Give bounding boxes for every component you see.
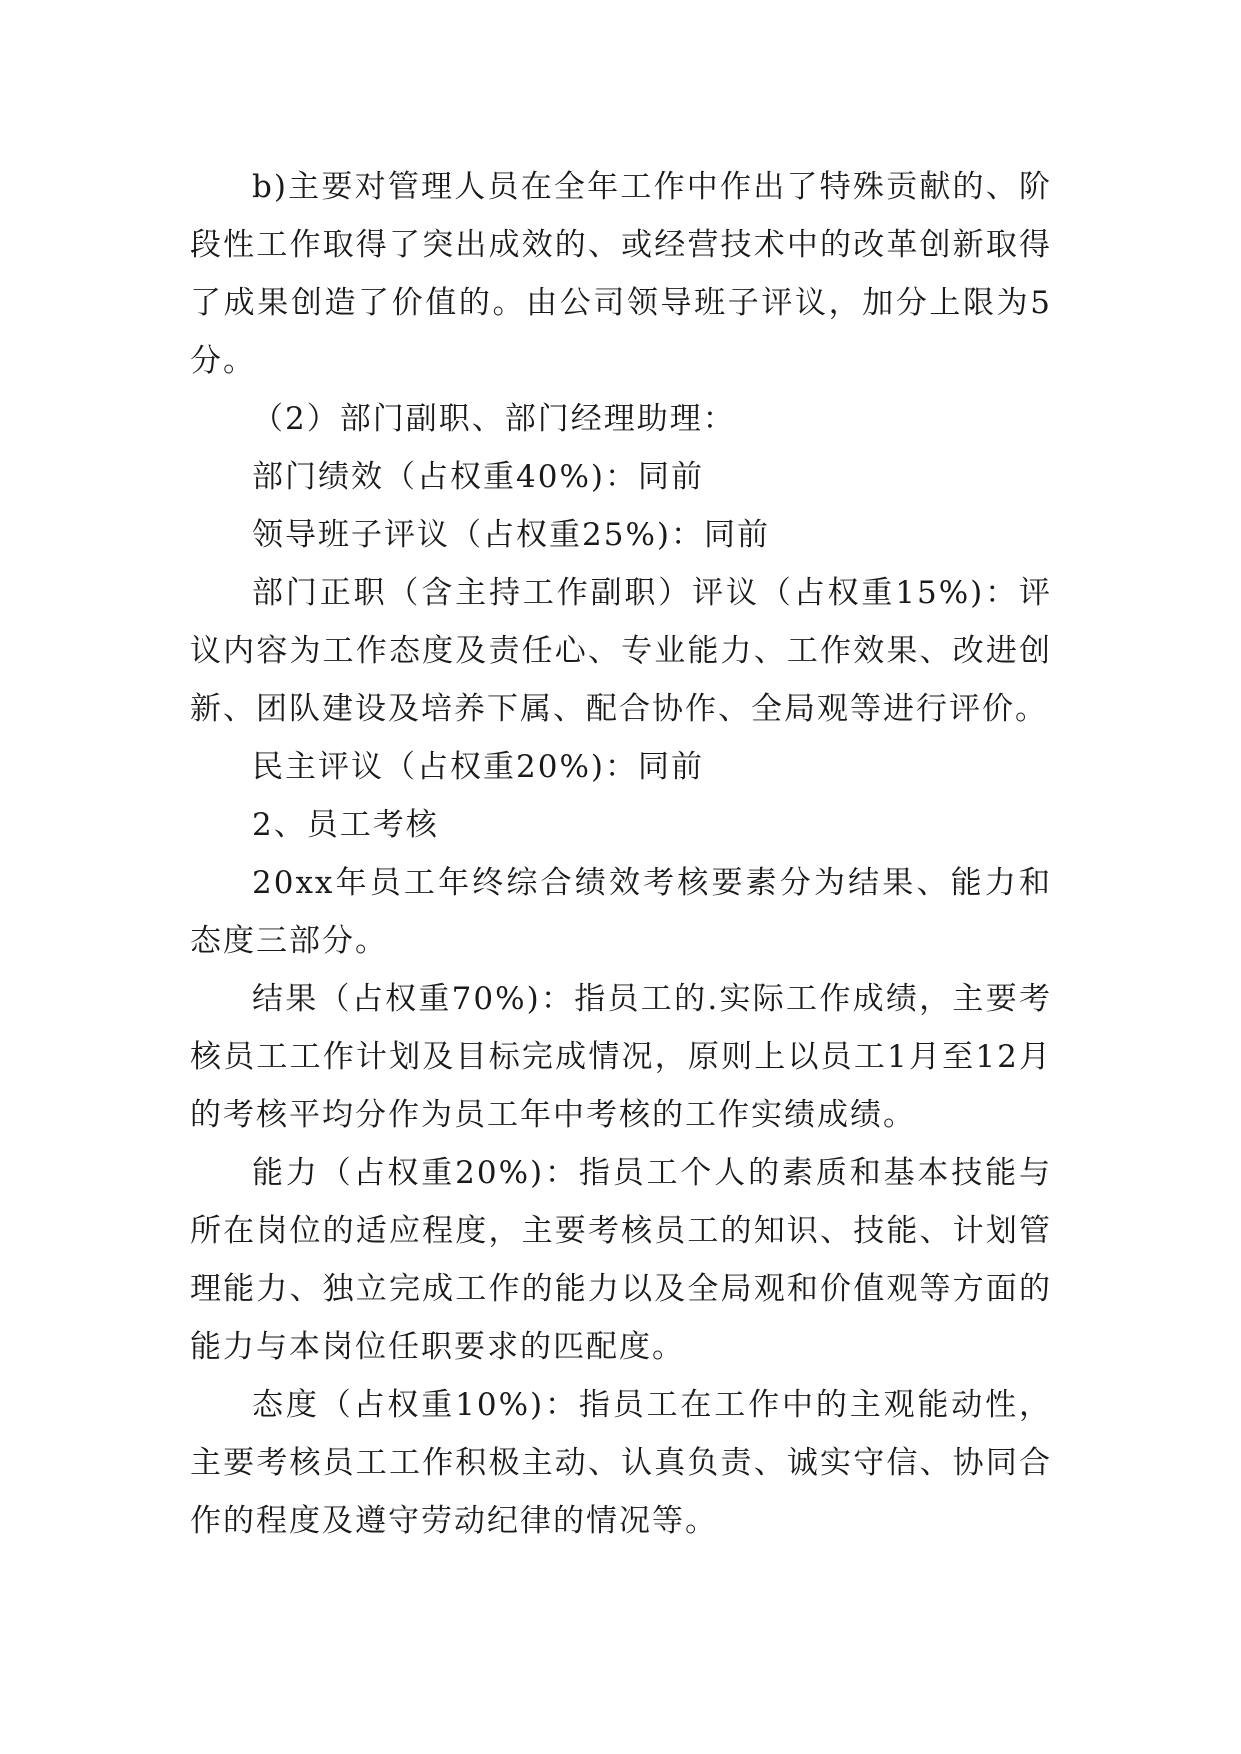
paragraph-ability: 能力（占权重20%)：指员工个人的素质和基本技能与所在岗位的适应程度，主要考核员工的知识、技能、计划管理能力、独立完成工作的能力以及全局观和价值观等方面的能力与本岗位任职要求的匹配度。 <box>190 1155 1052 1365</box>
paragraph-b-special-contribution: b)主要对管理人员在全年工作中作出了特殊贡献的、阶段性工作取得了突出成效的、或经营技术中的改革创新取得了成果创造了价值的。由公司领导班子评议，加分上限为5分。 <box>190 169 1052 379</box>
paragraph-leadership-review: 领导班子评议（占权重25%)：同前 <box>252 517 770 553</box>
paragraph-democratic-review: 民主评议（占权重20%)：同前 <box>252 749 704 785</box>
paragraph-deputy-heading: （2）部门副职、部门经理助理： <box>252 401 736 437</box>
document-body <box>190 158 1052 1550</box>
paragraph-dept-performance: 部门绩效（占权重40%)：同前 <box>252 459 704 495</box>
paragraph-attitude: 态度（占权重10%)：指员工在工作中的主观能动性，主要考核员工工作积极主动、认真负责、诚实守信、协同合作的程度及遵守劳动纪律的情况等。 <box>190 1387 1052 1539</box>
paragraph-assessment-elements: 20xx年员工年终综合绩效考核要素分为结果、能力和态度三部分。 <box>190 865 1052 959</box>
paragraph-employee-assessment-heading: 2、员工考核 <box>252 807 439 843</box>
paragraph-results: 结果（占权重70%)：指员工的.实际工作成绩，主要考核员工工作计划及目标完成情况，原则上以员工1月至12月的考核平均分作为员工年中考核的工作实绩成绩。 <box>190 981 1052 1133</box>
paragraph-dept-head-review: 部门正职（含主持工作副职）评议（占权重15%)：评议内容为工作态度及责任心、专业能力、工作效果、改进创新、团队建设及培养下属、配合协作、全局观等进行评价。 <box>190 575 1052 727</box>
